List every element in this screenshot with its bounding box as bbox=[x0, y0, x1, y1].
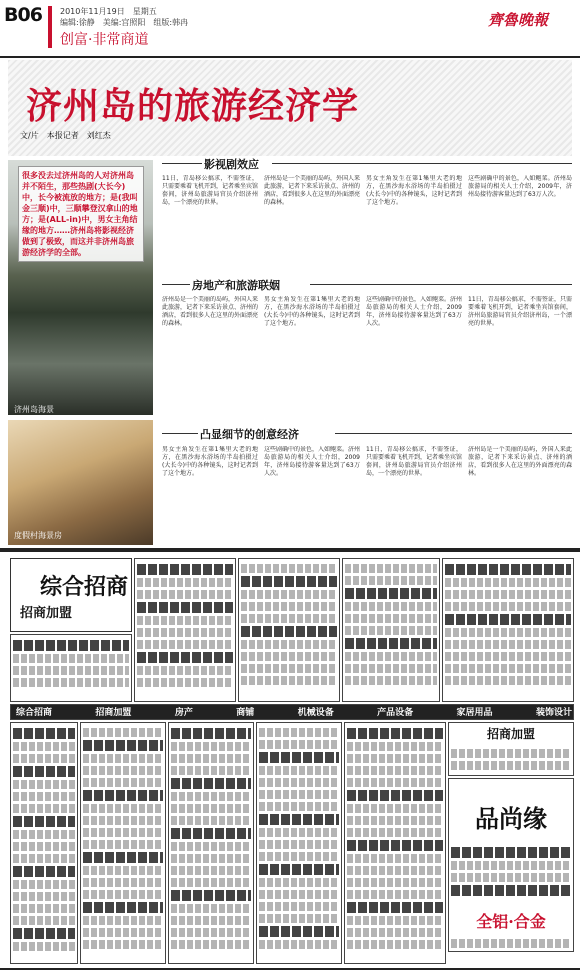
brand-ad-title: 品尚缘 bbox=[475, 804, 547, 833]
category-label: 机械设备 bbox=[297, 708, 334, 718]
article-column: 男女主角发生在第1集里大老的地方，在黑沙海水浴场的半岛拍摄过(大长今)中的各种镜头，这时记者到了这个地方。 bbox=[264, 296, 360, 327]
brand-ad bbox=[448, 778, 574, 952]
classified-ad bbox=[256, 722, 342, 964]
article-column: 11日，青岛移公搞求，不需签证，只需要乘着飞机开到，记者乘坐宾馆套间，济州岛旅游局官员介绍济州岛，一个漂亮的世界。 bbox=[366, 446, 462, 477]
section-rule bbox=[162, 284, 190, 285]
category-label: 产品设备 bbox=[377, 708, 414, 718]
issue-date: 2010年11月19日 星期五 bbox=[60, 7, 157, 16]
classified-ad bbox=[80, 722, 166, 964]
section-heading: 房地产和旅游联姻 bbox=[192, 279, 280, 292]
classified-ad bbox=[10, 634, 132, 702]
classified-ad bbox=[442, 558, 574, 702]
section-rule bbox=[310, 284, 572, 285]
article-column: 11日，青岛移公搞求，不需签证，只需要乘着飞机开到，记者乘坐宾馆套间，济州岛旅游局官员介绍济州岛，一个漂亮的世界。 bbox=[162, 175, 258, 206]
classified-ad bbox=[10, 722, 78, 964]
category-labels bbox=[16, 705, 572, 718]
editors-credit: 编辑:徐静 美编:宫照阳 组版:韩冉 bbox=[60, 18, 189, 27]
category-label: 招商加盟 bbox=[95, 708, 132, 718]
section-heading: 影视剧效应 bbox=[204, 158, 259, 171]
article-byline: 文/片 本报记者 刘红杰 bbox=[20, 131, 111, 140]
article-title: 济州岛的旅游经济学 bbox=[26, 86, 360, 127]
photo-caption: 度假村海景房 bbox=[14, 531, 62, 540]
footer-rule bbox=[0, 968, 580, 970]
section-rule bbox=[272, 163, 572, 164]
classified-ad bbox=[238, 558, 340, 702]
classified-ad bbox=[342, 558, 440, 702]
article-column: 济州岛是一个美丽的岛屿，外国人来此旅游，记者下来采访景点、济州的酒店，看到很多人在这里的外面漂亮的森林。 bbox=[162, 296, 258, 327]
section-rule bbox=[162, 163, 202, 164]
classified-ad bbox=[448, 722, 574, 776]
article-summary: 很多没去过济州岛的人对济州岛并不陌生，那些热剧(大长今)中，长今被流放的地方；是(我叫金三顺)中，三顺攀登汉拿山的地方；是(ALL-in)中，男女主角结缘的地方……济州岛将影视经济做到了极致，而这并非济州岛旅游经济学的全部。 bbox=[18, 166, 144, 262]
photo-resort bbox=[8, 420, 153, 545]
classified-ad bbox=[134, 558, 236, 702]
article-column: 男女主角发生在第1集里大老的地方，在黑沙海水浴场的半岛拍摄过(大长今)中的各种镜头，这时记者到了这个地方。 bbox=[366, 175, 462, 206]
category-label: 装饰设计 bbox=[535, 708, 572, 718]
article-column: 这些剧确中的景色，入如鲍菜。济州岛旅游局的相关人士介绍，2009年，济州岛接待游客量达到了63万人次。 bbox=[264, 446, 360, 477]
classified-ad bbox=[344, 722, 446, 964]
classified-ad bbox=[168, 722, 254, 964]
photo-caption: 济州岛海景 bbox=[14, 405, 54, 414]
ad-heading: 招商加盟 bbox=[486, 727, 535, 741]
article-column: 济州岛是一个美丽的岛屿，外国人来此旅游，记者下来采访景点、济州的酒店，看到很多人在这里的外面漂亮的森林。 bbox=[468, 446, 572, 477]
category-label: 综合招商 bbox=[16, 708, 53, 718]
category-label: 房产 bbox=[174, 708, 193, 718]
article-column: 这些剧确中的景色，入如鲍菜。济州岛旅游局的相关人士介绍，2009年，济州岛接待游客量达到了63万人次。 bbox=[468, 175, 572, 198]
section-rule bbox=[335, 433, 572, 434]
newspaper-logo: 齊魯晚報 bbox=[488, 11, 549, 29]
ad-logo-subtitle: 招商加盟 bbox=[20, 606, 73, 621]
ad-heading: 全铝·合金 bbox=[476, 912, 546, 931]
section-name: 创富·非常商道 bbox=[60, 32, 149, 48]
article-column: 11日，青岛移公搞求，不需签证，只需要乘着飞机开到，记者乘坐宾馆套间，济州岛旅游局官员介绍济州岛，一个漂亮的世界。 bbox=[468, 296, 572, 327]
ad-section-divider bbox=[0, 548, 580, 552]
category-label: 商铺 bbox=[236, 708, 255, 718]
ad-logo-title: 综合招商 bbox=[40, 574, 129, 600]
article-column: 这些剧确中的景色，入如鲍菜。济州岛旅游局的相关人士介绍，2009年，济州岛接待游客量达到了63万人次。 bbox=[366, 296, 462, 327]
section-rule bbox=[162, 433, 198, 434]
article-column: 男女主角发生在第1集里大老的地方，在黑沙海水浴场的半岛拍摄过(大长今)中的各种镜头，这时记者到了这个地方。 bbox=[162, 446, 258, 477]
article-column: 济州岛是一个美丽的岛屿，外国人来此旅游，记者下来采访景点、济州的酒店，看到很多人在这里的外面漂亮的森林。 bbox=[264, 175, 360, 206]
header-rule bbox=[0, 56, 580, 58]
header-accent-bar bbox=[48, 6, 52, 48]
section-heading: 凸显细节的创意经济 bbox=[200, 428, 299, 441]
page-number: B06 bbox=[4, 4, 42, 26]
category-label: 家居用品 bbox=[456, 708, 493, 718]
